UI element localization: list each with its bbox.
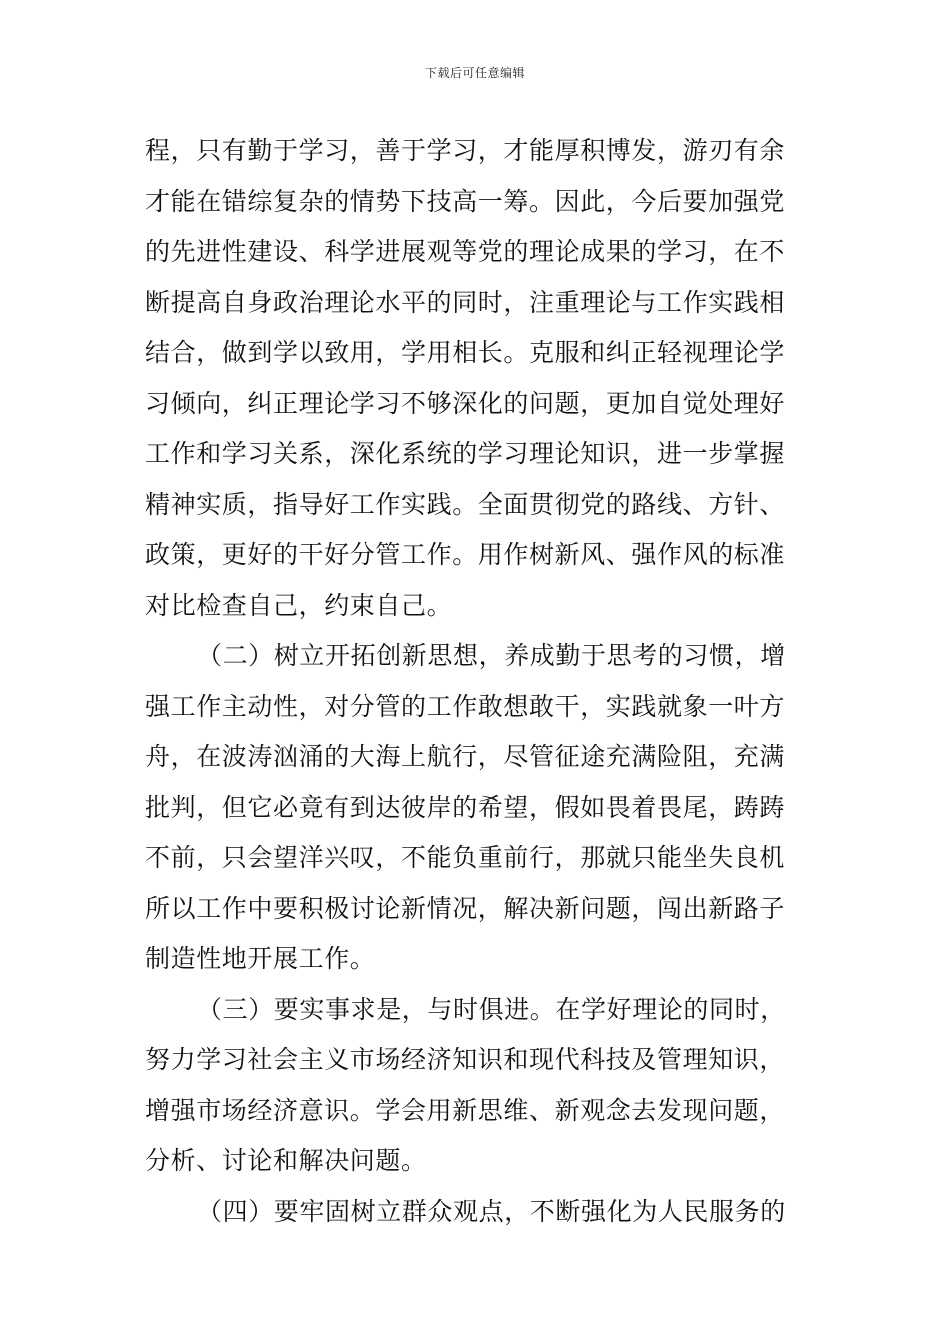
paragraph-4-first-line: （四）要牢固树立群众观点，不断强化为人民服务的 [197, 1196, 786, 1226]
paragraph-2-first-line: （二）树立开拓创新思想，养成勤于思考的习惯，增 [197, 641, 786, 670]
text-line: 强工作主动性，对分管的工作敢想敢干，实践就象一叶方 [145, 691, 786, 721]
text-line: 习倾向，纠正理论学习不够深化的问题，更加自觉处理好 [145, 388, 786, 418]
text-line: 精神实质，指导好工作实践。全面贯彻党的路线、方针、 [145, 489, 786, 519]
text-line: 工作和学习关系，深化系统的学习理论知识，进一步掌握 [145, 439, 786, 468]
text-line: 的先进性建设、科学进展观等党的理论成果的学习，在不 [145, 237, 786, 266]
text-line: 分析、讨论和解决问题。 [145, 1146, 427, 1175]
text-line: 舟，在波涛汹涌的大海上航行，尽管征途充满险阻，充满 [145, 742, 786, 771]
text-line: 才能在错综复杂的情势下技高一筹。因此，今后要加强党 [145, 186, 786, 216]
text-line: 批判，但它必竟有到达彼岸的希望，假如畏着畏尾，踌踌 [145, 792, 786, 822]
text-line: 不前，只会望洋兴叹，不能负重前行，那就只能坐失良机 [145, 843, 786, 872]
text-line: 断提高自身政治理论水平的同时，注重理论与工作实践相 [145, 287, 786, 317]
text-line: 对比检查自己，约束自己。 [145, 590, 453, 620]
text-line: 制造性地开展工作。 [145, 944, 376, 973]
text-line: 所以工作中要积极讨论新情况，解决新问题，闯出新路子 [145, 893, 786, 923]
text-line: 程，只有勤于学习，善于学习，才能厚积博发，游刃有余 [145, 136, 786, 165]
page-header: 下载后可任意编辑 [424, 66, 525, 80]
text-line: 结合，做到学以致用，学用相长。克服和纠正轻视理论学 [145, 338, 786, 367]
text-line: 努力学习社会主义市场经济知识和现代科技及管理知识， [145, 1045, 786, 1074]
paragraph-3-first-line: （三）要实事求是，与时俱进。在学好理论的同时， [197, 994, 786, 1024]
text-line: 增强市场经济意识。学会用新思维、新观念去发现问题， [145, 1095, 786, 1125]
body-text [145, 126, 807, 1237]
text-line: 政策，更好的干好分管工作。用作树新风、强作风的标准 [145, 540, 786, 569]
